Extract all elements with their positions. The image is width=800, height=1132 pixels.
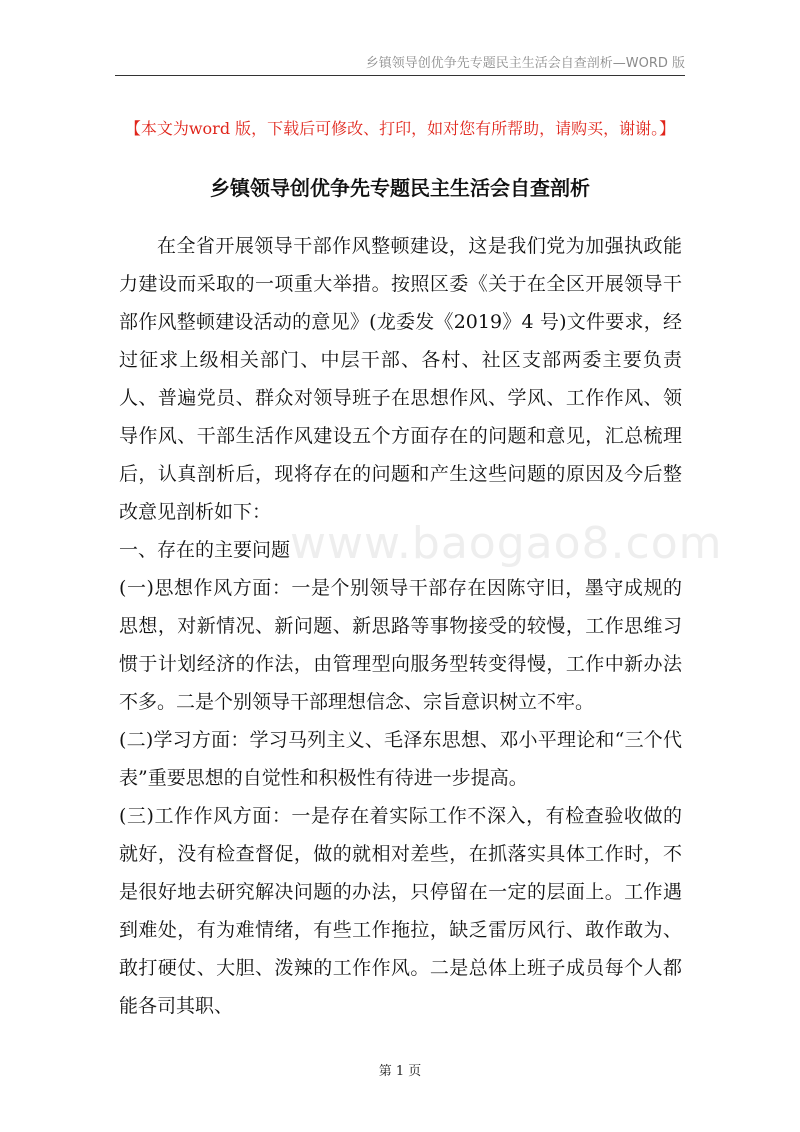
paragraph-intro: 在全省开展领导干部作风整顿建设，这是我们党为加强执政能力建设而采取的一项重大举措。按照区委《关于在全区开展领导干部作风整顿建设活动的意见》(龙委发《2019》4 号)文件要求，经过征求上级相关部门、中层干部、各村、社区支部两委主要负责人、普遍党员、群众对领导班子在思想作风、学风、工作作风、领导作风、干部生活作风建设五个方面存在的问题和意见，汇总梳理后，认真剖析后，现将存在的问题和产生这些问题的原因及今后整改意见剖析如下： (119, 235, 682, 523)
page-number: 第 1 页 (378, 1064, 422, 1079)
document-body (119, 227, 682, 1025)
paragraph-study: (二)学习方面：学习马列主义、毛泽东思想、邓小平理论和“三个代表”重要思想的自觉性和积极性有待进一步提高。 (119, 729, 682, 789)
download-notice: 【本文为word 版，下载后可修改、打印，如对您有所帮助，请购买，谢谢。】 (124, 119, 676, 138)
header-divider (115, 75, 685, 76)
document-title: 乡镇领导创优争先专题民主生活会自查剖析 (210, 176, 590, 200)
section-heading: 一、存在的主要问题 (119, 539, 291, 561)
paragraph-thinking-style: (一)思想作风方面：一是个别领导干部存在因陈守旧，墨守成规的思想，对新情况、新问题、新思路等事物接受的较慢，工作思维习惯于计划经济的作法，由管理型向服务型转变得慢，工作中新办法不多。二是个别领导干部理想信念、宗旨意识树立不牢。 (119, 577, 682, 713)
paragraph-work-style: (三)工作作风方面：一是存在着实际工作不深入，有检查验收做的就好，没有检查督促，做的就相对差些，在抓落实具体工作时，不是很好地去研究解决问题的办法，只停留在一定的层面上。工作遇到难处，有为难情绪，有些工作拖拉，缺乏雷厉风行、敢作敢为、敢打硬仗、大胆、泼辣的工作作风。二是总体上班子成员每个人都能各司其职、 (119, 805, 682, 1017)
watermark-text: www.baogao8.com (290, 518, 723, 569)
running-header: 乡镇领导创优争先专题民主生活会自查剖析—WORD 版 (365, 56, 685, 71)
